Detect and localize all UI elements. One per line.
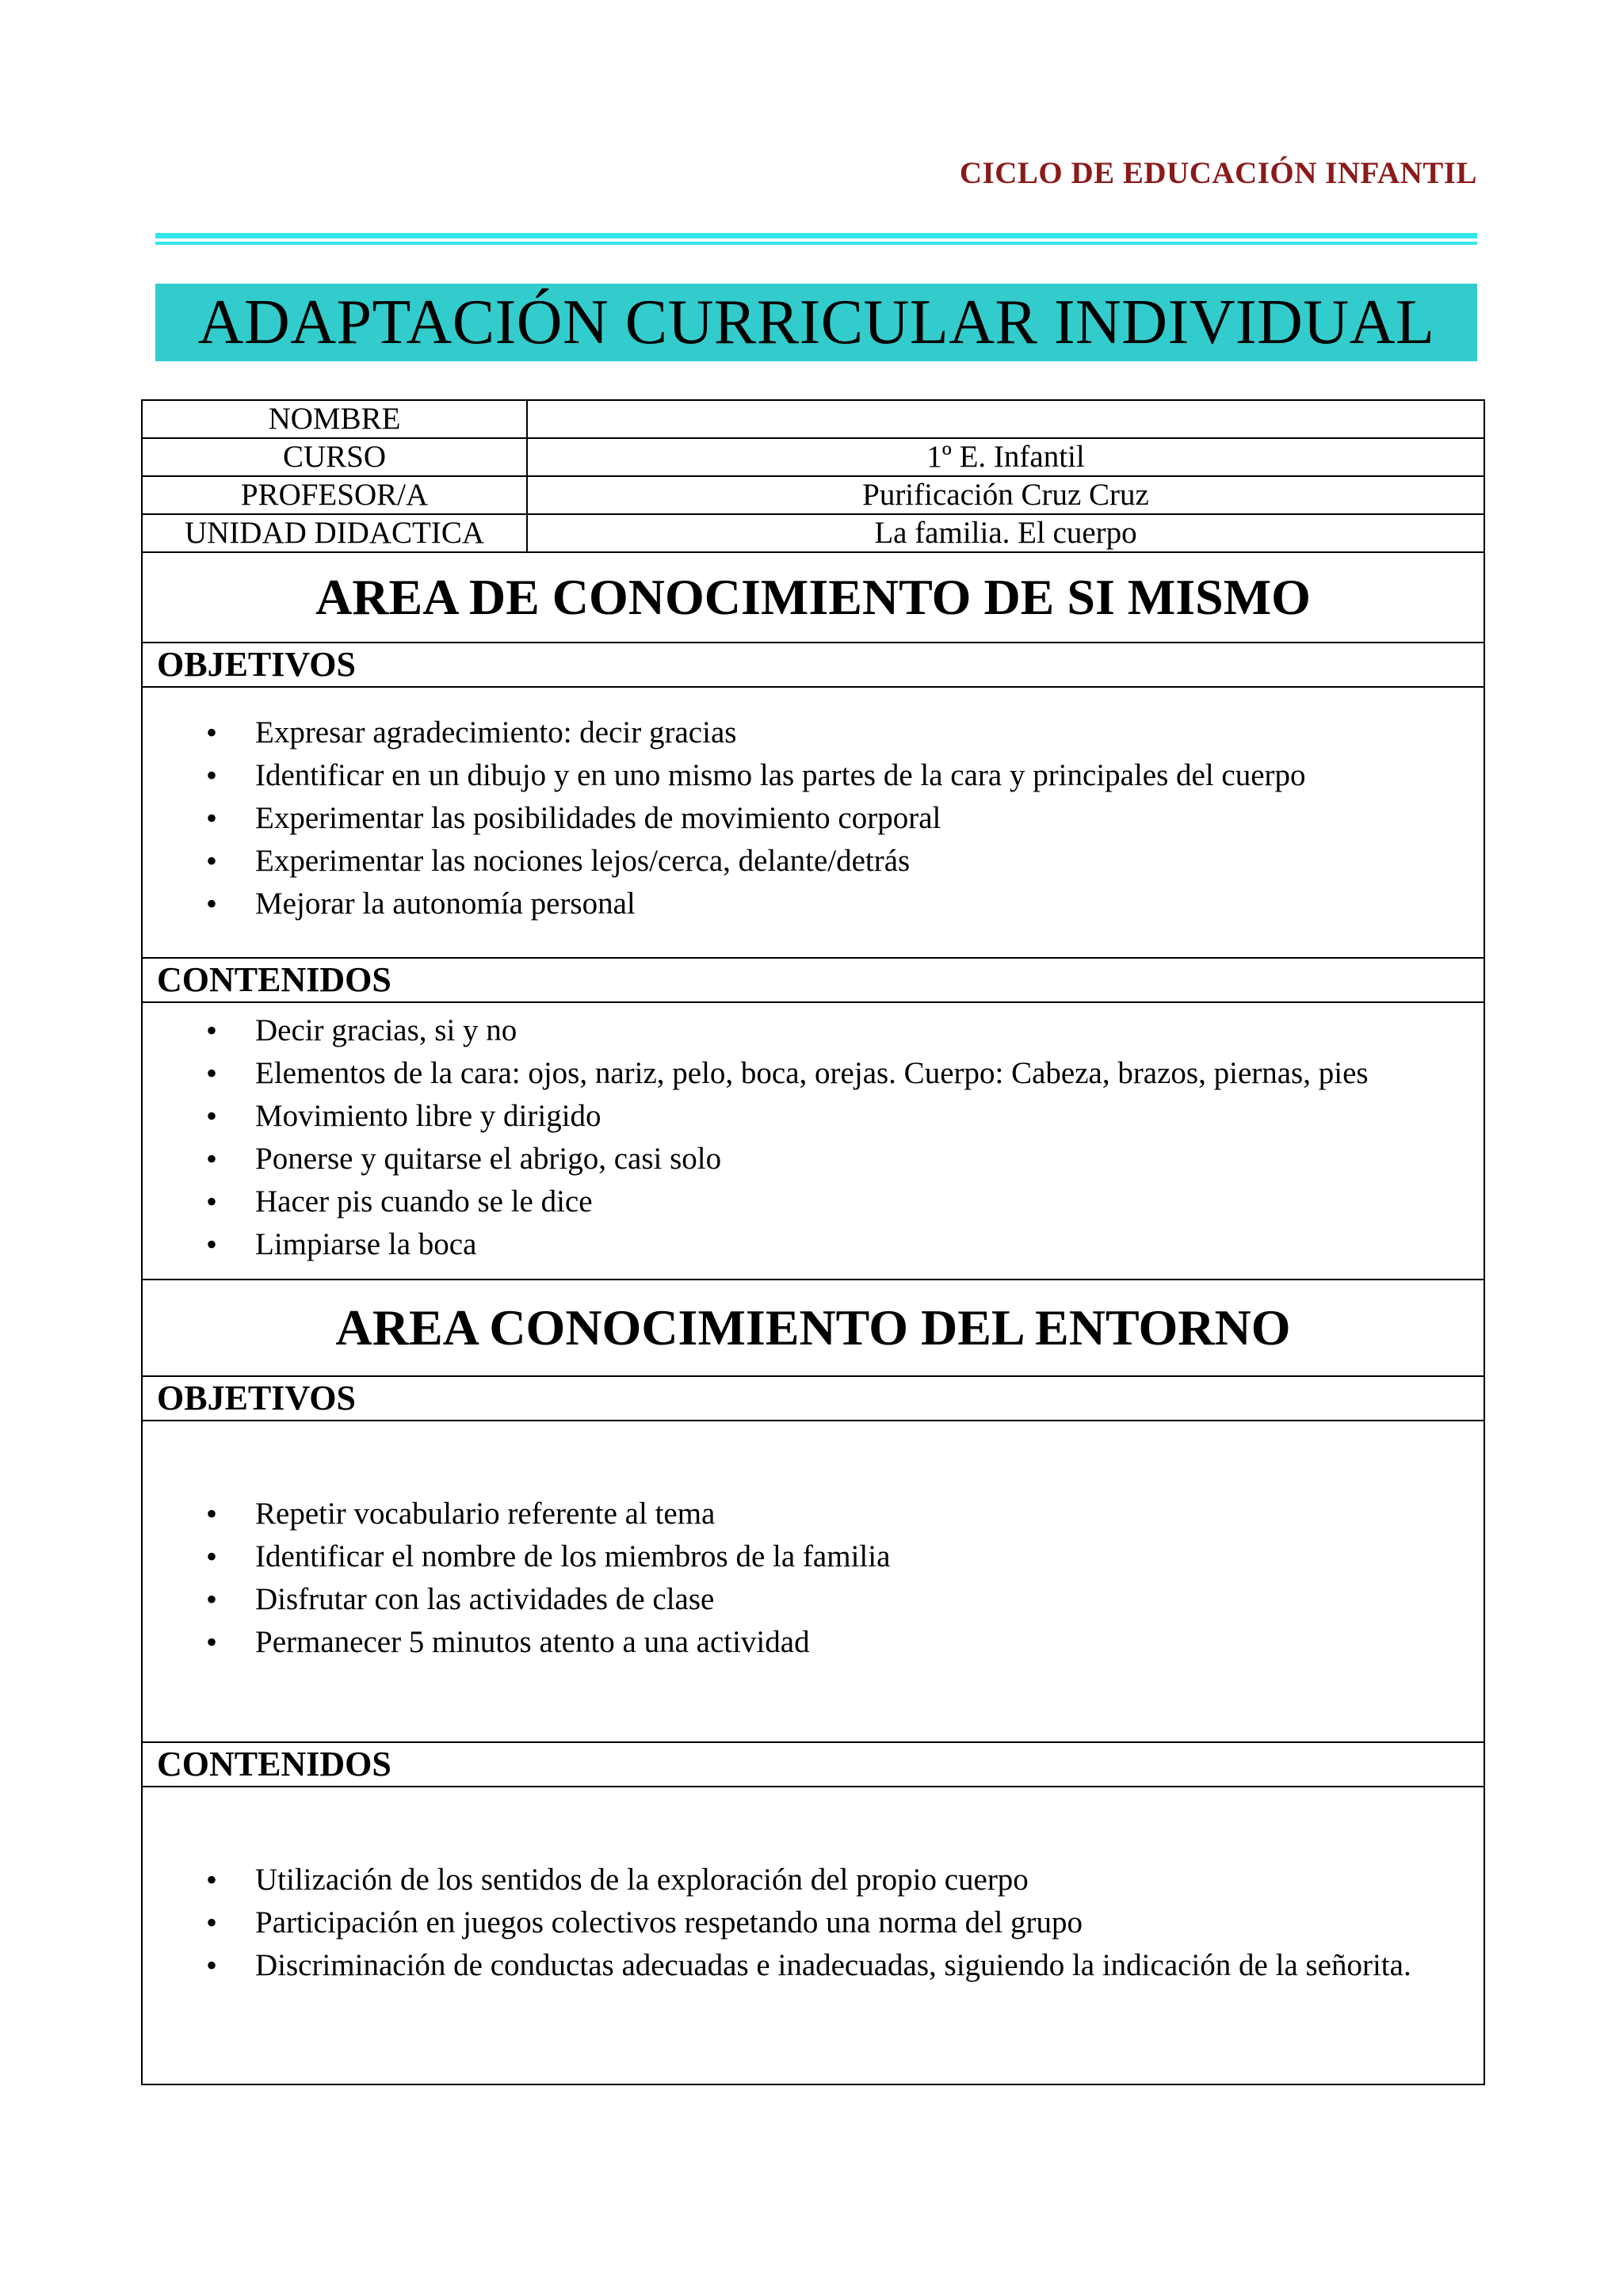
info-row-unidad — [142, 514, 1484, 552]
list-item: • Permanecer 5 minutos atento a una actividad — [143, 1621, 1484, 1664]
list-item: • Elementos de la cara: ojos, nariz, pelo, boca, orejas. Cuerpo: Cabeza, brazos, piernas, pies — [143, 1052, 1484, 1095]
list-item: • Decir gracias, si y no — [143, 1009, 1484, 1052]
section-heading-objetivos: OBJETIVOS — [142, 1376, 1484, 1421]
area-2-objetivos-row — [142, 1421, 1484, 1742]
area-2-title-row — [142, 1280, 1484, 1376]
area-2-contenidos-head-row — [142, 1742, 1484, 1787]
contenidos-list — [143, 1859, 1484, 1987]
area-1-title-row — [142, 552, 1484, 643]
list-item: • Hacer pis cuando se le dice — [143, 1180, 1484, 1223]
area-title: AREA CONOCIMIENTO DEL ENTORNO — [142, 1280, 1484, 1376]
area-1-objetivos-head-row — [142, 643, 1484, 687]
objetivos-list — [143, 711, 1484, 925]
info-row-nombre — [142, 400, 1484, 438]
list-item: • Repetir vocabulario referente al tema — [143, 1493, 1484, 1535]
list-item: • Disfrutar con las actividades de clase — [143, 1578, 1484, 1621]
document-title-banner — [155, 284, 1477, 361]
area-2-contenidos-row — [142, 1787, 1484, 2084]
section-heading-objetivos: OBJETIVOS — [142, 643, 1484, 687]
list-item: • Utilización de los sentidos de la exploración del propio cuerpo — [143, 1859, 1484, 1901]
info-row-curso — [142, 438, 1484, 476]
list-item: • Participación en juegos colectivos respetando una norma del grupo — [143, 1901, 1484, 1944]
curricular-table — [141, 399, 1485, 2085]
list-item: • Experimentar las posibilidades de movimiento corporal — [143, 797, 1484, 840]
contenidos-list — [143, 1009, 1484, 1266]
section-heading-contenidos: CONTENIDOS — [142, 958, 1484, 1002]
info-value: Purificación Cruz Cruz — [527, 476, 1484, 514]
list-item: • Ponerse y quitarse el abrigo, casi solo — [143, 1138, 1484, 1180]
area-2-objetivos-head-row — [142, 1376, 1484, 1421]
list-item: • Limpiarse la boca — [143, 1223, 1484, 1266]
info-value — [527, 400, 1484, 438]
list-item: • Experimentar las nociones lejos/cerca, delante/detrás — [143, 840, 1484, 883]
info-value: 1º E. Infantil — [527, 438, 1484, 476]
info-label: UNIDAD DIDACTICA — [142, 514, 527, 552]
area-1-objetivos-row — [142, 687, 1484, 958]
info-value: La familia. El cuerpo — [527, 514, 1484, 552]
info-label: PROFESOR/A — [142, 476, 527, 514]
area-title: AREA DE CONOCIMIENTO DE SI MISMO — [142, 552, 1484, 643]
cycle-header: CICLO DE EDUCACIÓN INFANTIL — [959, 156, 1477, 190]
list-item: • Mejorar la autonomía personal — [143, 883, 1484, 925]
list-item: • Discriminación de conductas adecuadas e inadecuadas, siguiendo la indicación de la señorita. — [143, 1944, 1484, 1987]
info-label: CURSO — [142, 438, 527, 476]
list-item: • Identificar el nombre de los miembros de la familia — [143, 1535, 1484, 1578]
list-item: • Expresar agradecimiento: decir gracias — [143, 711, 1484, 754]
section-heading-contenidos: CONTENIDOS — [142, 1742, 1484, 1787]
info-label: NOMBRE — [142, 400, 527, 438]
info-row-profesor — [142, 476, 1484, 514]
list-item: • Identificar en un dibujo y en uno mismo las partes de la cara y principales del cuerpo — [143, 754, 1484, 797]
objetivos-list — [143, 1493, 1484, 1664]
area-1-contenidos-row — [142, 1002, 1484, 1280]
document-title: ADAPTACIÓN CURRICULAR INDIVIDUAL — [197, 288, 1435, 357]
header-rule-thick — [155, 233, 1477, 238]
list-item: • Movimiento libre y dirigido — [143, 1095, 1484, 1138]
header-rule-thin — [155, 242, 1477, 245]
area-1-contenidos-head-row — [142, 958, 1484, 1002]
